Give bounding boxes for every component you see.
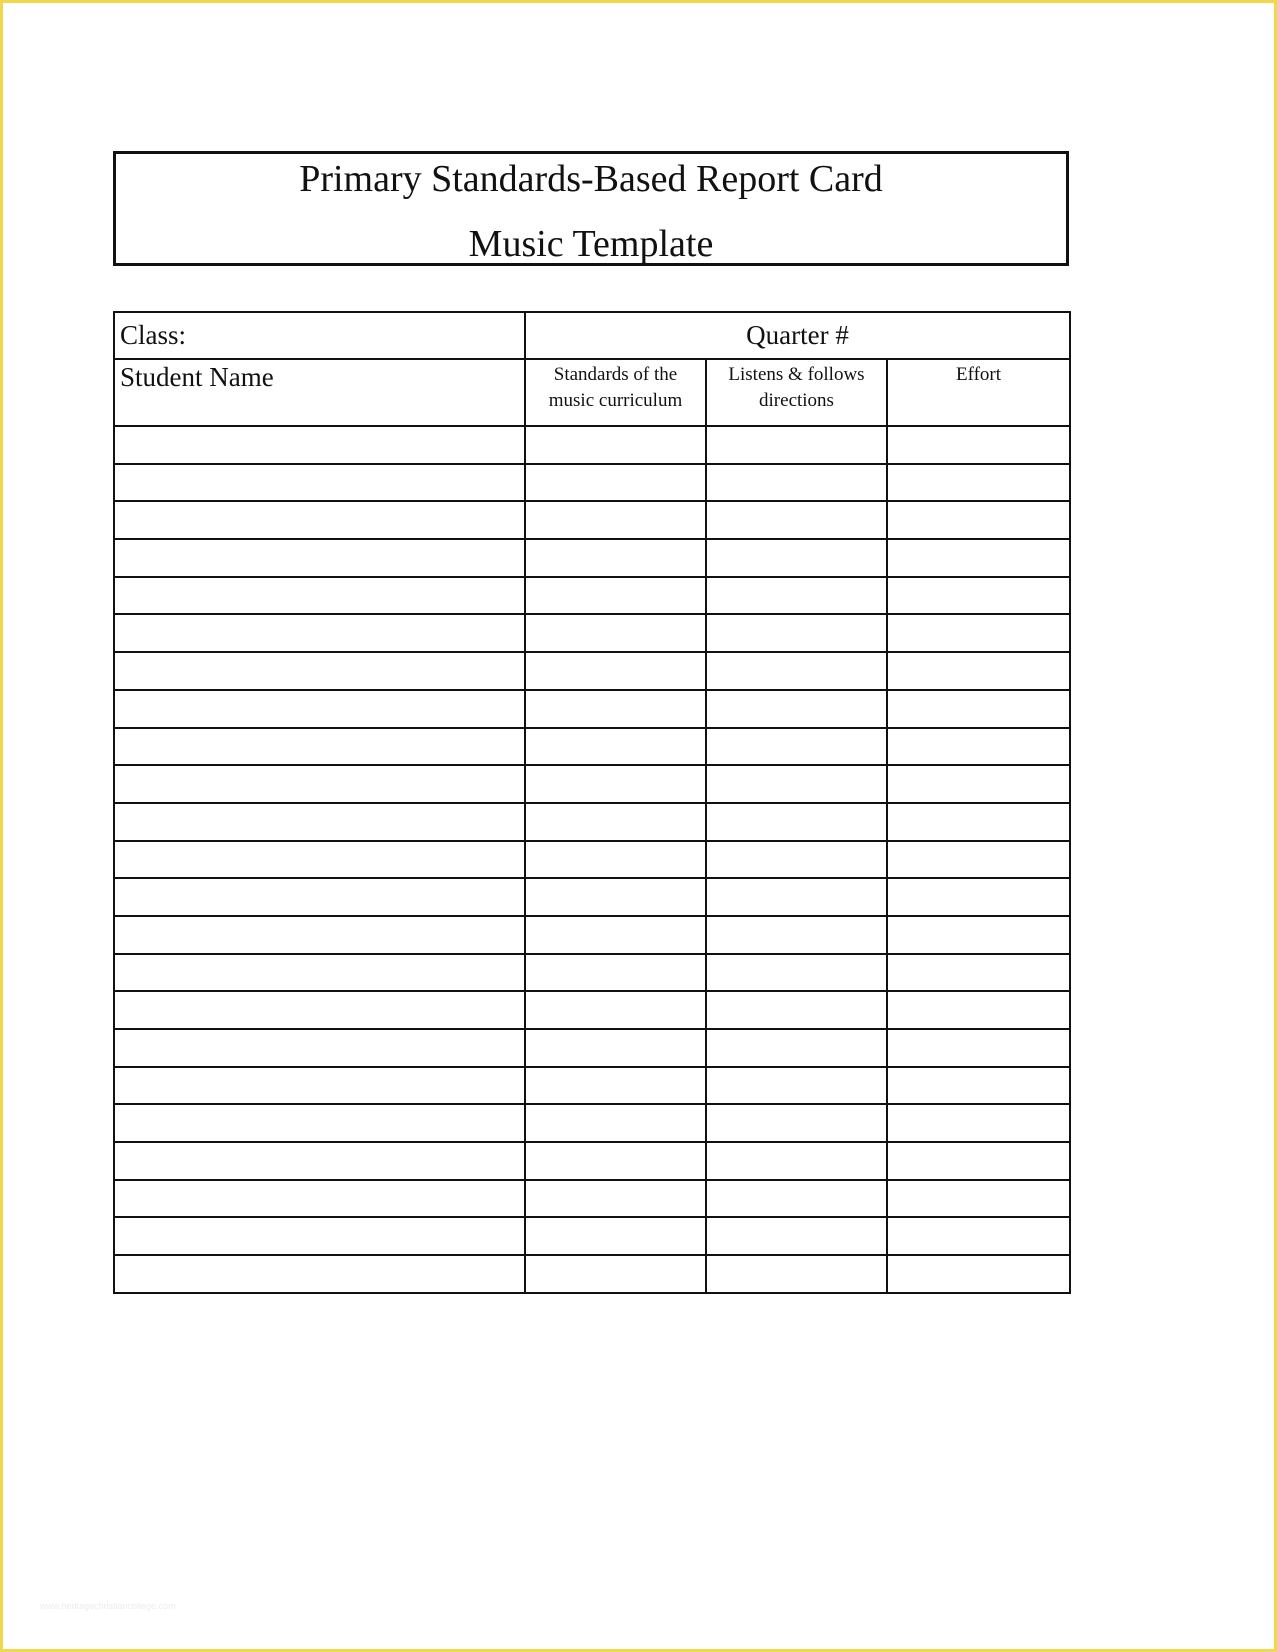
effort-cell[interactable] (887, 426, 1070, 464)
listens-cell[interactable] (706, 426, 887, 464)
quarter-label: Quarter # (525, 312, 1070, 359)
standards-cell[interactable] (525, 1180, 706, 1218)
table-row (114, 878, 1070, 916)
effort-cell[interactable] (887, 1067, 1070, 1105)
student-name-cell[interactable] (114, 652, 525, 690)
table-row (114, 652, 1070, 690)
standards-cell[interactable] (525, 539, 706, 577)
effort-cell[interactable] (887, 614, 1070, 652)
listens-cell[interactable] (706, 991, 887, 1029)
effort-header-line1: Effort (956, 364, 1002, 385)
listens-cell[interactable] (706, 1104, 887, 1142)
student-name-cell[interactable] (114, 1180, 525, 1218)
standards-header-line1: Standards of the (553, 364, 678, 385)
student-name-cell[interactable] (114, 765, 525, 803)
student-name-cell[interactable] (114, 916, 525, 954)
table-row (114, 1180, 1070, 1218)
listens-cell[interactable] (706, 1029, 887, 1067)
listens-header-line2: directions (759, 390, 834, 411)
table-row (114, 954, 1070, 992)
standards-cell[interactable] (525, 954, 706, 992)
student-name-cell[interactable] (114, 1142, 525, 1180)
table-row (114, 614, 1070, 652)
standards-cell[interactable] (525, 803, 706, 841)
student-name-cell[interactable] (114, 1067, 525, 1105)
effort-cell[interactable] (887, 690, 1070, 728)
table-row (114, 916, 1070, 954)
student-name-cell[interactable] (114, 464, 525, 502)
effort-cell[interactable] (887, 1029, 1070, 1067)
effort-cell[interactable] (887, 878, 1070, 916)
standards-cell[interactable] (525, 765, 706, 803)
student-name-cell[interactable] (114, 539, 525, 577)
table-row (114, 577, 1070, 615)
listens-cell[interactable] (706, 1255, 887, 1293)
student-name-cell[interactable] (114, 1029, 525, 1067)
student-name-cell[interactable] (114, 426, 525, 464)
listens-cell[interactable] (706, 916, 887, 954)
table-row (114, 728, 1070, 766)
standards-cell[interactable] (525, 878, 706, 916)
table-row (114, 1217, 1070, 1255)
column-header-row (114, 359, 1070, 426)
listens-header-line1: Listens & follows (728, 364, 865, 385)
student-name-cell[interactable] (114, 501, 525, 539)
effort-cell[interactable] (887, 954, 1070, 992)
effort-cell[interactable] (887, 501, 1070, 539)
listens-cell[interactable] (706, 765, 887, 803)
listens-cell[interactable] (706, 1217, 887, 1255)
standards-cell[interactable] (525, 991, 706, 1029)
table-row (114, 501, 1070, 539)
table-row (114, 1067, 1070, 1105)
student-name-cell[interactable] (114, 690, 525, 728)
title-box (113, 151, 1069, 266)
listens-cell[interactable] (706, 841, 887, 879)
student-name-cell[interactable] (114, 954, 525, 992)
effort-cell[interactable] (887, 1255, 1070, 1293)
listens-cell[interactable] (706, 614, 887, 652)
student-name-cell[interactable] (114, 1217, 525, 1255)
standards-cell[interactable] (525, 1104, 706, 1142)
table-row (114, 765, 1070, 803)
standards-cell[interactable] (525, 690, 706, 728)
effort-cell[interactable] (887, 803, 1070, 841)
watermark-text: www.heritagechristiancollege.com (40, 1601, 176, 1611)
student-name-cell[interactable] (114, 728, 525, 766)
effort-cell[interactable] (887, 916, 1070, 954)
effort-cell[interactable] (887, 841, 1070, 879)
effort-cell[interactable] (887, 1217, 1070, 1255)
standards-cell[interactable] (525, 1255, 706, 1293)
standards-cell[interactable] (525, 501, 706, 539)
listens-cell[interactable] (706, 878, 887, 916)
effort-cell[interactable] (887, 464, 1070, 502)
listens-column-header (706, 359, 887, 426)
template-subtitle: Music Template (468, 223, 714, 265)
standards-cell[interactable] (525, 577, 706, 615)
table-row (114, 426, 1070, 464)
effort-cell[interactable] (887, 991, 1070, 1029)
student-name-cell[interactable] (114, 841, 525, 879)
grade-table (113, 311, 1071, 1294)
student-name-cell[interactable] (114, 614, 525, 652)
standards-cell[interactable] (525, 841, 706, 879)
student-name-cell[interactable] (114, 1255, 525, 1293)
report-card-title: Primary Standards-Based Report Card (299, 158, 883, 200)
table-row (114, 803, 1070, 841)
listens-cell[interactable] (706, 1180, 887, 1218)
table-row (114, 1029, 1070, 1067)
effort-cell[interactable] (887, 1142, 1070, 1180)
table-row (114, 539, 1070, 577)
standards-cell[interactable] (525, 652, 706, 690)
listens-cell[interactable] (706, 501, 887, 539)
effort-cell[interactable] (887, 539, 1070, 577)
student-name-cell[interactable] (114, 803, 525, 841)
student-name-header: Student Name (114, 359, 525, 426)
student-name-cell[interactable] (114, 991, 525, 1029)
listens-cell[interactable] (706, 690, 887, 728)
student-name-cell[interactable] (114, 878, 525, 916)
listens-cell[interactable] (706, 803, 887, 841)
standards-cell[interactable] (525, 1067, 706, 1105)
standards-cell[interactable] (525, 728, 706, 766)
table-row (114, 1142, 1070, 1180)
effort-cell[interactable] (887, 765, 1070, 803)
listens-cell[interactable] (706, 464, 887, 502)
table-row (114, 690, 1070, 728)
table-row (114, 991, 1070, 1029)
listens-cell[interactable] (706, 954, 887, 992)
listens-cell[interactable] (706, 539, 887, 577)
listens-cell[interactable] (706, 652, 887, 690)
standards-cell[interactable] (525, 1142, 706, 1180)
standards-cell[interactable] (525, 1217, 706, 1255)
effort-cell[interactable] (887, 577, 1070, 615)
standards-cell[interactable] (525, 426, 706, 464)
standards-cell[interactable] (525, 1029, 706, 1067)
effort-column-header (887, 359, 1070, 426)
effort-cell[interactable] (887, 1104, 1070, 1142)
student-name-cell[interactable] (114, 577, 525, 615)
standards-cell[interactable] (525, 464, 706, 502)
listens-cell[interactable] (706, 728, 887, 766)
standards-header-line2: music curriculum (548, 390, 683, 411)
standards-cell[interactable] (525, 916, 706, 954)
listens-cell[interactable] (706, 1142, 887, 1180)
standards-column-header (525, 359, 706, 426)
listens-cell[interactable] (706, 577, 887, 615)
table-row (114, 464, 1070, 502)
class-row (114, 312, 1070, 359)
effort-cell[interactable] (887, 652, 1070, 690)
table-row (114, 841, 1070, 879)
class-label: Class: (114, 312, 525, 359)
student-name-cell[interactable] (114, 1104, 525, 1142)
listens-cell[interactable] (706, 1067, 887, 1105)
table-row (114, 1255, 1070, 1293)
effort-cell[interactable] (887, 1180, 1070, 1218)
effort-cell[interactable] (887, 728, 1070, 766)
standards-cell[interactable] (525, 614, 706, 652)
table-row (114, 1104, 1070, 1142)
